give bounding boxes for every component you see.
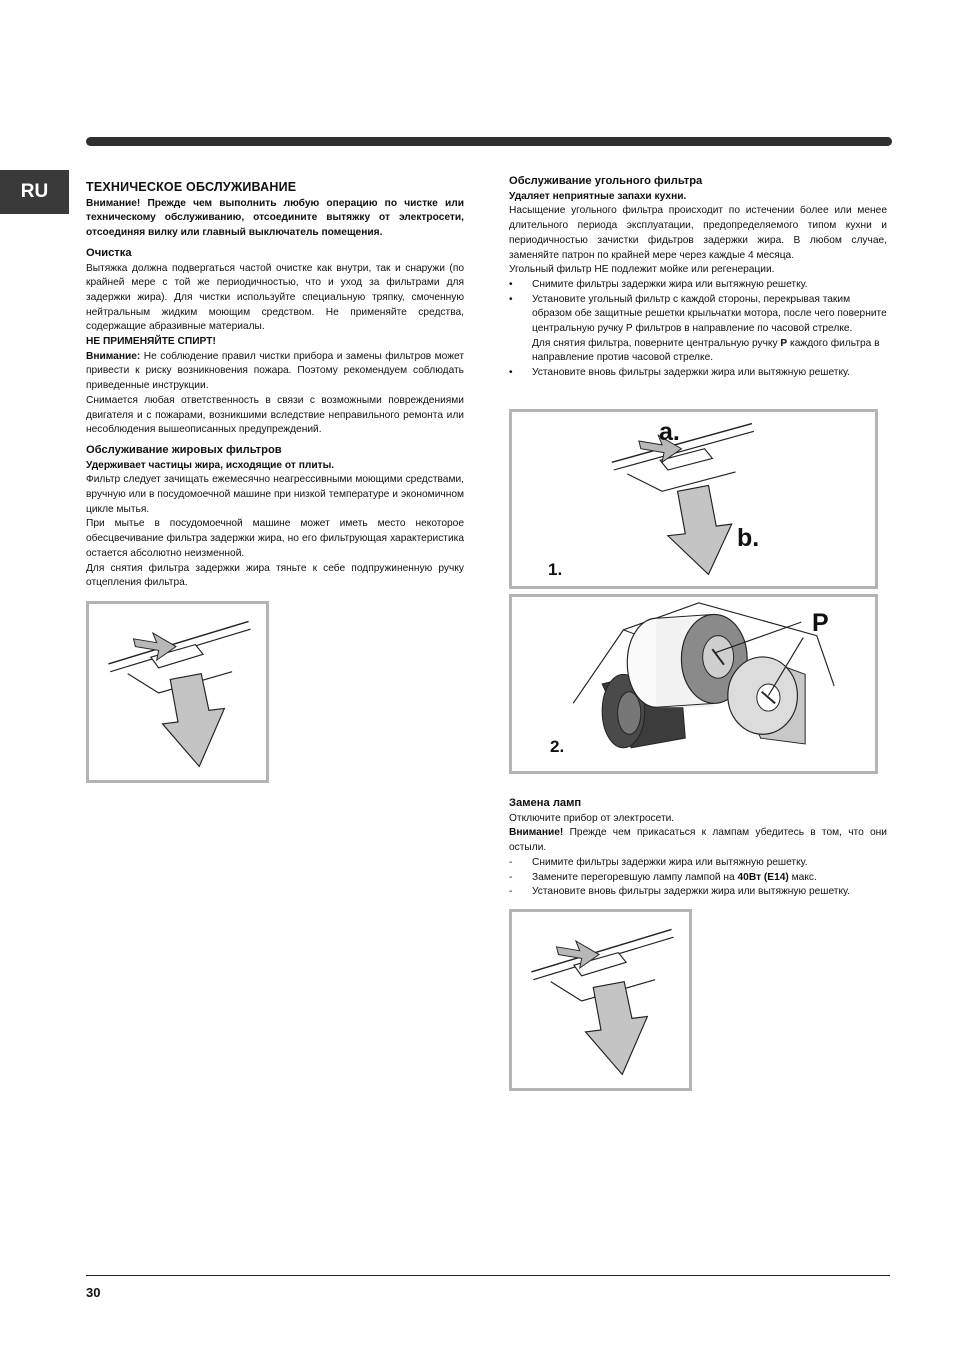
- carbon-filter-removal-note: Для снятия фильтра, поверните центральную ручку Р каждого фильтра в направление против часовой стрелке.: [532, 337, 880, 364]
- list-item: • Снимите фильтры задержки жира или вытяжную решетку.: [509, 278, 887, 293]
- filter-release-drawing: [512, 412, 875, 586]
- dash-mark: -: [509, 856, 513, 868]
- top-rule: [86, 137, 892, 146]
- maintenance-warning: Внимание! Прежде чем выполнить любую операцию по чистке или техническому обслуживанию, отсоедините вытяжку от электросети, отсоединяя вилку или главный выключатель помещения.: [86, 197, 464, 239]
- left-column: [86, 180, 464, 591]
- list-item: • Установите вновь фильтры задержки жира или вытяжную решетку.: [509, 366, 887, 381]
- bullet-mark: •: [509, 278, 513, 290]
- carbon-filter-text-1: Насыщение угольного фильтра происходит по истечении более или менее длительного периода эксплуатации, предопределяемого типом кухни и периодичностью зачистки фидьтров задержки жира. В любом случае, заменяйте патрон по крайней мере через каждые 4 месяца.: [509, 205, 887, 261]
- carbon-filter-text-2: Угольный фильтр НЕ подлежит мойке или регенерации.: [509, 264, 775, 276]
- dash-mark: -: [509, 886, 513, 898]
- filter-pull-drawing-2: [512, 912, 689, 1088]
- grease-filter-text-1: Фильтр следует зачищать ежемесячно неагрессивными моющими средствами, вручную или в посудомоечной машине при низкой температуре и экономичном цикле мытья.: [86, 474, 464, 515]
- lamp-filter-illustration: [509, 909, 692, 1091]
- cleaning-attention: [86, 350, 464, 394]
- grease-filter-text-2: При мытье в посудомоечной машине может иметь место некоторое обесцвечивание фильтра задержки жира, но его фильтрующая характеристика остается абсолютно неизменной.: [86, 518, 464, 559]
- lamp-attention: [509, 826, 887, 855]
- lamp-section: [509, 791, 887, 900]
- carbon-filter-final-step: [509, 366, 887, 381]
- page-number: 30: [86, 1285, 101, 1300]
- liability-text: Снимается любая ответственность в связи с возможными повреждениями двигателя и с пожарами, возникшими вследствие неправильного ремонта или несоблюдения вышеописанных предупреждений.: [86, 394, 464, 436]
- list-item: • Установите угольный фильтр с каждой стороны, перекрывая таким образом обе защитные решетки крыльчатки мотора, после чего поверните центральную ручку Р фильтров в направление по часовой стрелке.: [509, 293, 887, 335]
- lamp-text-1: Отключите прибор от электросети.: [509, 812, 675, 824]
- carbon-filter-steps: [509, 278, 887, 337]
- carbon-filter-heading: Обслуживание угольного фильтра: [509, 175, 703, 187]
- no-alcohol-warning: НЕ ПРИМЕНЯЙТЕ СПИРТ!: [86, 336, 216, 348]
- attention-text: Прежде чем прикасаться к лампам убедитесь в том, что они остыли.: [509, 827, 887, 854]
- bullet-mark: •: [509, 367, 513, 379]
- lamp-steps: [509, 856, 887, 900]
- attention-label: Внимание:: [86, 350, 141, 362]
- attention-label: Внимание!: [509, 827, 564, 839]
- carbon-step-1-illustration: [509, 409, 878, 589]
- language-tab: RU: [0, 170, 69, 214]
- section-title: ТЕХНИЧЕСКОЕ ОБСЛУЖИВАНИЕ: [86, 180, 297, 194]
- lamp-heading: Замена ламп: [509, 797, 582, 809]
- grease-filter-text-3: Для снятия фильтра задержки жира тяньте к себе подпружиненную ручку отцепления фильтра.: [86, 562, 464, 589]
- bottom-rule: [86, 1275, 890, 1276]
- right-column: [509, 174, 887, 381]
- cleaning-heading: Очистка: [86, 246, 132, 259]
- grease-filter-subheading: Удерживает частицы жира, исходящие от плиты.: [86, 459, 335, 471]
- figure-number-1: 1.: [548, 560, 563, 579]
- carbon-filter-subheading: Удаляет неприятные запахи кухни.: [509, 190, 687, 202]
- dash-mark: -: [509, 871, 513, 883]
- cleaning-text: Вытяжка должна подвергаться частой очистке как внутри, так и снаружи (по крайней мере с той же периодичностью, что и уход за фильтрами для задержки жира). Для чистки используйте специальную тряпку, смоченную нейтральным жидким моющим средством. Не применяйте средства, содержащие абразивные материалы.: [86, 262, 464, 333]
- grease-filter-heading: Обслуживание жировых фильтров: [86, 443, 282, 456]
- list-item: - Снимите фильтры задержки жира или вытяжную решетку.: [509, 856, 887, 871]
- label-p: P: [812, 609, 829, 637]
- bullet-mark: •: [509, 293, 513, 305]
- attention-text: Не соблюдение правил чистки прибора и замены фильтров может привести к риску возникновения пожара. Поэтому рекомендуем соблюдать приведенные инструкции.: [86, 350, 464, 392]
- list-item: - Установите вновь фильтры задержки жира или вытяжную решетку.: [509, 885, 887, 900]
- filter-pull-drawing: [89, 604, 266, 780]
- grease-filter-illustration: [86, 601, 269, 783]
- figure-number-2: 2.: [550, 737, 565, 756]
- label-a: a.: [659, 418, 680, 446]
- carbon-step-2-illustration: [509, 594, 878, 774]
- list-item: - Замените перегоревшую лампу лампой на 40Вт (E14) макс.: [509, 871, 887, 886]
- label-b: b.: [737, 524, 760, 552]
